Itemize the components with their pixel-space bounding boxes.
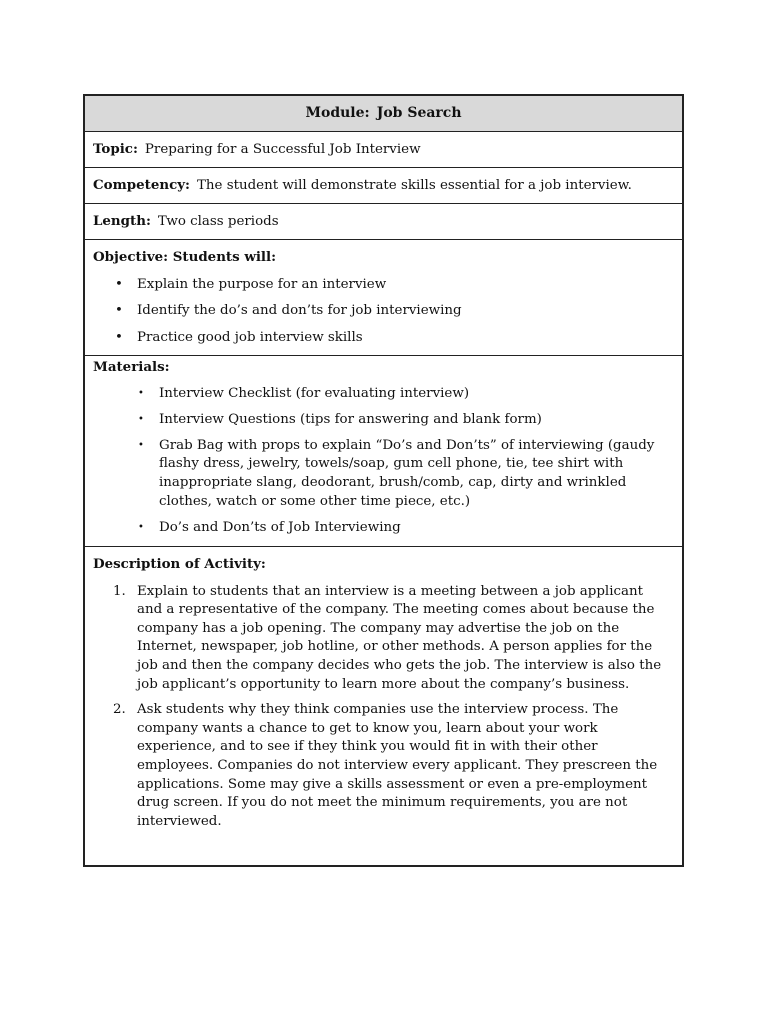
module-value: Job Search (376, 105, 462, 122)
step-text: Ask students why they think companies use the interview process. The company wants a chance to get to know you, learn about your work experience, and to see if they think you would fit in with their other employees. Companies do not interview every applicant. They prescreen the applications. Some may give a skills assessment or even a pre-employment drug screen. If you do not meet the minimum requirements, you are not interviewed. (137, 702, 658, 829)
description-row (85, 547, 682, 865)
length-label: Length: (93, 212, 151, 229)
list-item: • Grab Bag with props to explain “Do’s and Don’ts” of interviewing (gaudy flashy dress, jewelry, towels/soap, gum cell phone, tie, tee shirt with inappropriate slang, deodorant, brush/comb, cap, dirty and wrinkled clothes, watch or some other time piece, etc.) (93, 437, 674, 511)
list-item: • Practice good job interview skills (93, 329, 674, 348)
description-label: Description of Activity: (93, 556, 266, 572)
step-number: 2. (113, 702, 126, 718)
objective-row (85, 240, 682, 356)
module-label: Module: (305, 105, 370, 122)
length-value: Two class periods (157, 213, 279, 229)
materials-row (85, 356, 682, 547)
topic-value: Preparing for a Successful Job Interview (144, 141, 421, 157)
list-item: • Explain the purpose for an interview (93, 276, 674, 295)
topic-row (85, 132, 682, 168)
objective-label: Objective: Students will: (93, 249, 277, 265)
list-item (93, 701, 674, 831)
competency-value: The student will demonstrate skills essential for a job interview. (196, 177, 632, 193)
lesson-plan-table (83, 94, 684, 867)
list-item: • Do’s and Don’ts of Job Interviewing (93, 519, 674, 538)
list-item (93, 583, 674, 695)
competency-row (85, 168, 682, 204)
topic-label: Topic: (93, 140, 138, 157)
module-header (85, 96, 682, 132)
objective-list (93, 276, 674, 348)
list-item: • Identify the do’s and don’ts for job interviewing (93, 302, 674, 321)
competency-label: Competency: (93, 176, 190, 193)
step-text: Explain to students that an interview is a meeting between a job applicant and a representative of the company. The meeting comes about because the company has a job opening. The company may advertise the job on the Internet, newspaper, job hotline, or other methods. A person applies for the job and then the company decides who gets the job. The interview is also the job applicant’s opportunity to learn more about the company’s business. (137, 583, 662, 692)
step-number: 1. (113, 583, 126, 599)
materials-label: Materials: (93, 359, 170, 375)
length-row (85, 204, 682, 240)
list-item: • Interview Checklist (for evaluating interview) (93, 385, 674, 404)
materials-list (93, 385, 674, 538)
list-item: • Interview Questions (tips for answering and blank form) (93, 411, 674, 430)
activity-steps (93, 583, 674, 832)
